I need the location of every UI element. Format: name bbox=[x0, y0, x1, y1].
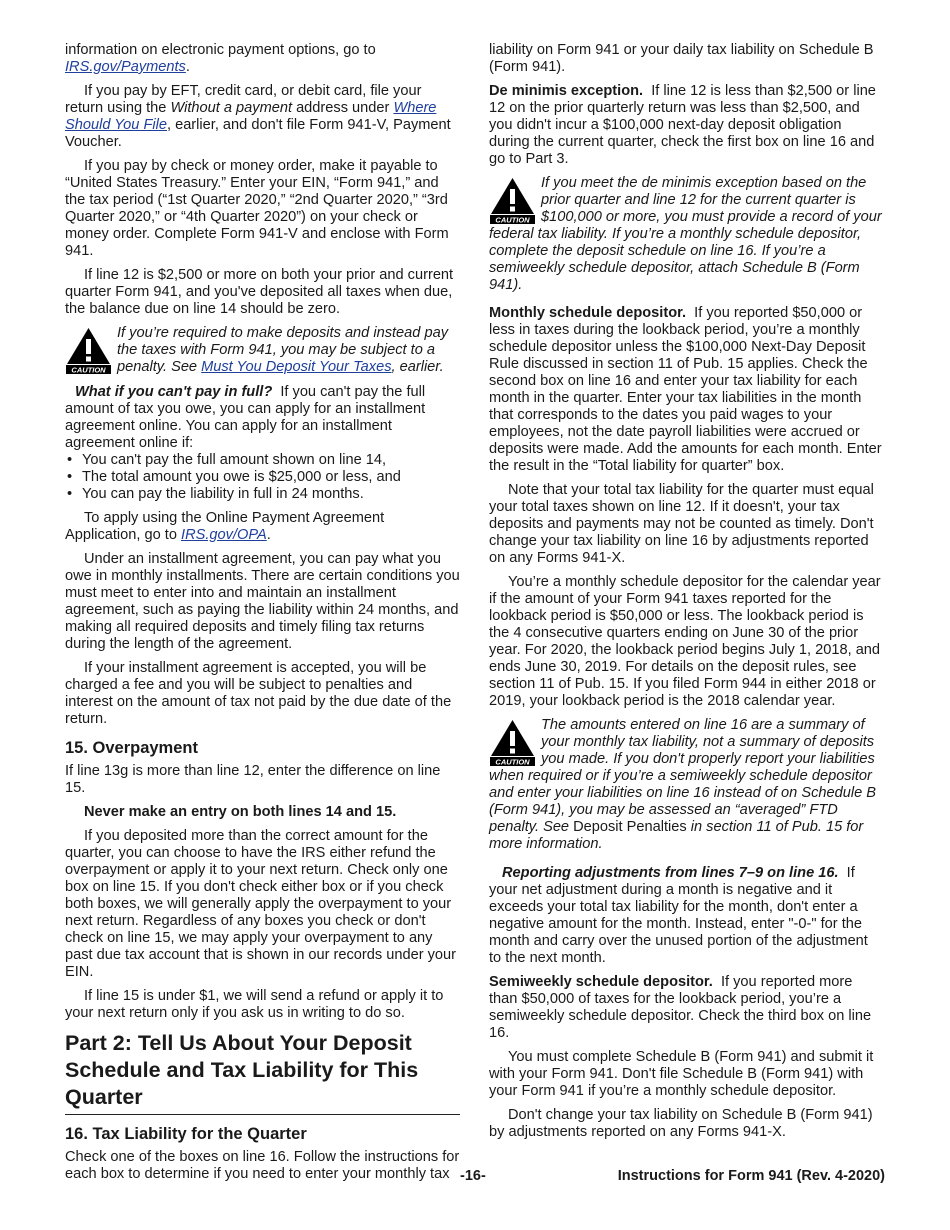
paragraph: If line 15 is under $1, we will send a refund or apply it to your next return only if you ask us in writing to do so. bbox=[65, 988, 444, 1021]
paragraph: Semiweekly schedule depositor. If you reported more than $50,000 of taxes for the lookback period, you’re a semiweekly schedule depositor. Check the third box on line 16. bbox=[489, 974, 872, 1041]
section-heading: 15. Overpayment bbox=[65, 739, 198, 757]
paragraph: If line 13g is more than line 12, enter the difference on line 15. bbox=[65, 763, 441, 796]
paragraph: You must complete Schedule B (Form 941) and submit it with your Form 941. Don't file Schedule B (Form 941) with your Form 941 if you’re a monthly schedule depositor. bbox=[489, 1049, 874, 1099]
form-identifier: Instructions for Form 941 (Rev. 4-2020) bbox=[617, 1168, 885, 1184]
paragraph: If you deposited more than the correct amount for the quarter, you can choose to have the IRS either refund the overpayment or apply it to your next return. Check only one box on line 15. If you don't check either box or if you check both boxes, we will generally apply the overpayment to your next return. Regardless of any boxes you check or don't check on line 15, we may apply your overpayment to any past due tax account that is shown in our records under your EIN. bbox=[65, 828, 457, 980]
caution-label: CAUTION bbox=[71, 365, 106, 374]
paragraph: Reporting adjustments from lines 7–9 on line 16. If your net adjustment during a month is negative and it exceeds your total tax liability for the month, don't enter a negative amount for the month. Instead, enter "-0-" for the month and carry over the unused portion of the adjustment to the next month. bbox=[489, 865, 868, 966]
left-column bbox=[65, 42, 460, 1190]
paragraph: You’re a monthly schedule depositor for the calendar year if the amount of your Form 941 taxes reported for the lookback period is $50,000 or less. The lookback period is the 4 consecutive quarters ending on June 30 of the prior year. For 2020, the lookback period begins July 1, 2018, and ends June 30, 2019. For details on the deposit rules, see section 11 of Pub. 15. If you filed Form 944 in either 2018 or 2019, your lookback period is the 2018 calendar year. bbox=[489, 574, 881, 709]
paragraph: Under an installment agreement, you can pay what you owe in monthly installments. There are certain conditions you must meet to enter into and maintain an installment agreement, such as paying the liability within 24 months, and making all required deposits and timely filing tax returns during the length of the agreement. bbox=[65, 551, 460, 652]
caution-note: CAUTION The amounts entered on line 16 are a summary of your monthly tax liability, not a summary of deposits you made. If you don't properly report your liabilities when required or if you’re a semiweekly schedule depositor and enter your liabilities on line 16 instead of on Schedule B (Form 941), you may be assessed an “averaged” FTD penalty. See Deposit Penalties in section 11 of Pub. 15 for more information. bbox=[489, 717, 876, 852]
paragraph: If you pay by EFT, credit card, or debit card, file your return using the Without a payment address under Where Should You File, earlier, and don't file Form 941-V, Payment Voucher. bbox=[65, 83, 451, 150]
paragraph: Don't change your tax liability on Schedule B (Form 941) by adjustments reported on any Forms 941-X. bbox=[489, 1107, 873, 1140]
must-you-deposit-link[interactable]: Must You Deposit Your Taxes bbox=[201, 359, 392, 375]
part-heading: Part 2: Tell Us About Your Deposit Schedule and Tax Liability for This Quarter bbox=[65, 1030, 460, 1115]
paragraph: If line 12 is $2,500 or more on both your prior and current quarter Form 941, and you've deposited all taxes when due, the balance due on line 14 should be zero. bbox=[65, 267, 454, 317]
paragraph: Check one of the boxes on line 16. Follow the instructions for each box to determine if you need to enter your monthly tax bbox=[65, 1149, 460, 1182]
list-item: • You can pay the liability in full in 24 months. bbox=[65, 486, 460, 503]
irs-opa-link[interactable]: IRS.gov/OPA bbox=[181, 527, 267, 543]
page-number: -16- bbox=[460, 1168, 486, 1184]
caution-note: CAUTION If you’re required to make deposits and instead pay the taxes with Form 941, you may be subject to a penalty. See Must You Deposit Your Taxes, earlier. bbox=[65, 325, 460, 376]
caution-label: CAUTION bbox=[495, 757, 530, 766]
list-item: • The total amount you owe is $25,000 or less, and bbox=[65, 469, 460, 486]
paragraph: Never make an entry on both lines 14 and 15. bbox=[84, 804, 397, 820]
paragraph: If your installment agreement is accepted, you will be charged a fee and you will be subject to penalties and interest on the amount of tax not paid by the due date of the return. bbox=[65, 660, 452, 727]
page-footer bbox=[65, 1168, 885, 1186]
caution-note: CAUTION If you meet the de minimis exception based on the prior quarter and line 12 for the current quarter is $100,000 or more, you must provide a record of your federal tax liability. If you’re a monthly schedule depositor, complete the deposit schedule on line 16. If you’re a semiweekly schedule depositor, attach Schedule B (Form 941). bbox=[489, 175, 882, 293]
caution-icon bbox=[65, 327, 112, 374]
where-should-you-file-link[interactable]: Where Should You File bbox=[65, 100, 437, 133]
irs-payments-link[interactable]: IRS.gov/Payments bbox=[65, 59, 186, 75]
paragraph: Monthly schedule depositor. If you reported $50,000 or less in taxes during the lookback period, you’re a monthly schedule depositor unless the $100,000 Next-Day Deposit Rule discussed in section 11 of Pub. 15 applies. Check the second box on line 16 and enter your tax liability for each month in the quarter. Enter your tax liabilities in the month that corresponds to the dates you paid wages to your employees, not the date payroll liabilities were accrued or deposits were made. Add the amounts for each month. Enter the result in the “Total liability for quarter” box. bbox=[489, 305, 882, 474]
caution-icon bbox=[489, 719, 536, 766]
paragraph: To apply using the Online Payment Agreement Application, go to IRS.gov/OPA. bbox=[65, 510, 385, 543]
paragraph: Note that your total tax liability for the quarter must equal your total taxes shown on line 12. If it doesn't, your tax deposits and payments may not be counted as timely. Don't change your tax liability on line 16 by adjustments reported on any Forms 941-X. bbox=[489, 482, 874, 566]
paragraph: liability on Form 941 or your daily tax liability on Schedule B (Form 941). bbox=[489, 42, 874, 75]
paragraph: If you pay by check or money order, make it payable to “United States Treasury.” Enter your EIN, “Form 941,” and the tax period (“1st Quarter 2020,” “2nd Quarter 2020,” “3rd Quarter 2020,” or “4th Quarter 2020”) on your check or money order. Complete Form 941-V and enclose with Form 941. bbox=[65, 158, 449, 259]
paragraph: information on electronic payment options, go to IRS.gov/Payments. bbox=[65, 42, 376, 75]
caution-label: CAUTION bbox=[495, 215, 530, 224]
caution-icon bbox=[489, 177, 536, 224]
paragraph: What if you can't pay in full? If you can't pay the full amount of tax you owe, you can apply for an installment agreement online. You can apply for an installment agreement online if: bbox=[65, 384, 426, 451]
list-item: • You can't pay the full amount shown on line 14, bbox=[65, 452, 460, 469]
bullet-list bbox=[65, 452, 460, 503]
right-column bbox=[489, 42, 884, 1148]
paragraph: De minimis exception. If line 12 is less than $2,500 or line 12 on the prior quarterly return was less than $2,500, and you didn't incur a $100,000 next-day deposit obligation during the current quarter, check the first box on line 16 and go to Part 3. bbox=[489, 83, 876, 167]
section-heading: 16. Tax Liability for the Quarter bbox=[65, 1125, 307, 1143]
